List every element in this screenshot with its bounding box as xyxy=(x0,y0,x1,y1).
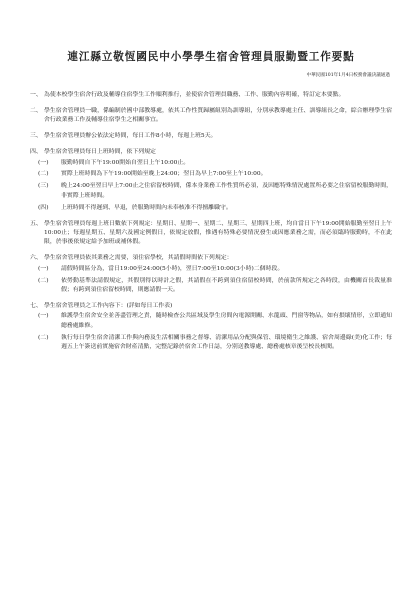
subitem-number: (一) xyxy=(38,313,49,320)
subitem xyxy=(38,312,392,331)
subitem xyxy=(38,334,392,353)
subitem xyxy=(38,204,392,213)
section xyxy=(30,254,392,295)
document-title: 連江縣立敬恆國民中小學學生宿舍管理員服勤暨工作要點 xyxy=(67,51,355,63)
section xyxy=(30,148,392,213)
subitem-text: 服勤時間自下午19:00開始自翌日上午10:00止。 xyxy=(61,159,190,166)
section-row xyxy=(30,148,392,157)
subitem-text: 請假時間區分為，當日19:00至24:00(5小時)，翌日7:00至10:00(3小時)二個時段。 xyxy=(61,265,284,272)
subitem-text: 上班時間不得遲到、早退，於服勤時間內未奉核准不得擅離職守。 xyxy=(61,204,232,211)
section-row xyxy=(30,91,392,100)
subitem-text: 依勞動基準法請假規定，其假別得以時計之假，其請假在不跨到須住宿留校時間，於前款所規定之各時段，由機關首長裁量准假；有跨到須住宿留校時間，則應請假一天。 xyxy=(61,277,392,293)
subitem xyxy=(38,159,392,168)
section-text: 學生宿舍管理員辦公依法定時間，每日工作8小時，每週上班5天。 xyxy=(44,133,217,140)
subitem-list xyxy=(30,312,392,352)
section-number: 六、 xyxy=(30,255,42,262)
section-number: 五、 xyxy=(30,220,42,227)
subitem xyxy=(38,265,392,274)
subitem-text: 晚上24:00至翌日早上7:00止之住宿留校時間，係本身業務工作性質所必須，及因應特殊情況處置所必要之住宿留校服勤時間，非實際上班時間。 xyxy=(61,183,392,199)
section-text: 學生宿舍管理員依其業務之需要，須住宿學校，其請假時間依下列規定： xyxy=(44,255,233,262)
adoption-note: 中華民國101年1月4日校務會議決議通過 xyxy=(306,73,390,78)
subitem xyxy=(38,170,392,179)
section xyxy=(30,302,392,353)
subitem-text: 執行每日學生宿舍清潔工作與內務及生活相關事務之督導、清潔用品分配與保管、環境衛生之維護、宿舍周邊綠(美)化工作；每週五上午簽送前實施宿舍財產清點，完整記錄於宿舍工作日誌，分別送教導處、總務處核章後呈校長核閱。 xyxy=(61,334,392,351)
subitem-number: (二) xyxy=(38,171,49,178)
section-row xyxy=(30,302,392,311)
section-number: 七、 xyxy=(30,302,42,309)
section-number: 一、 xyxy=(30,92,42,98)
subitem-number: (一) xyxy=(38,159,49,166)
subitem-number: (一) xyxy=(38,265,49,272)
subitem xyxy=(38,182,392,201)
subitem-number: (二) xyxy=(38,277,49,284)
section-text: 學生宿舍管理員每日上班時間，依下列規定 xyxy=(44,149,156,156)
section xyxy=(30,107,392,126)
subitem-number: (三) xyxy=(38,183,49,190)
section xyxy=(30,132,392,141)
section-text: 為使本校學生宿舍行政及輔導住宿學生工作順利推行，並使宿舍管理員職務、工作、服勤內容明確，特訂定本要點。 xyxy=(44,92,345,98)
section-text: 學生宿舍管理員一職，係編制於國中部教導處，依其工作性質歸屬組別為訓導組，分別承教導處主任、訓導組長之命，綜合辦理學生宿舍行政業務工作及輔導住宿學生之相關事宜。 xyxy=(44,107,392,124)
subitem xyxy=(38,277,392,296)
section-row xyxy=(30,107,392,126)
section xyxy=(30,220,392,248)
subitem-number: (二) xyxy=(38,334,49,341)
section-number: 三、 xyxy=(30,133,42,140)
subitem-list xyxy=(30,159,392,214)
section-text: 學生宿舍管理員每週上班日數依下列規定：星期日、星期一、星期二、星期三、星期四上班，均自當日下午19:00開始服勤至翌日上午10:00止；每週星期五、星期六及國定例假日，依規定放假，惟遇有特殊必要情況發生或因應業務之需，而必須臨時服勤時，不在此限，於事後依規定給予加班或補休假。 xyxy=(44,220,392,246)
section-row xyxy=(30,220,392,248)
section xyxy=(30,91,392,100)
section-text: 學生宿舍管理員之工作內容下：(詳如每日工作表) xyxy=(44,302,173,309)
section-number: 四、 xyxy=(30,149,42,156)
section-row xyxy=(30,132,392,141)
section-row xyxy=(30,254,392,263)
section-list xyxy=(30,91,392,352)
subitem-text: 維護學生宿舍安全並善盡管理之責，隨時檢查公共區域及學生房間內電源開關、水龍頭、門窗等物品，如有損壞情形，立即通知總務處維修。 xyxy=(61,313,392,329)
section-number: 二、 xyxy=(30,107,42,114)
subitem-text: 實際上班時間為下午19:00開始至晚上24:00；翌日為早上7:00至上午10:00。 xyxy=(61,171,267,178)
subitem-number: (四) xyxy=(38,204,49,211)
subitem-list xyxy=(30,265,392,296)
